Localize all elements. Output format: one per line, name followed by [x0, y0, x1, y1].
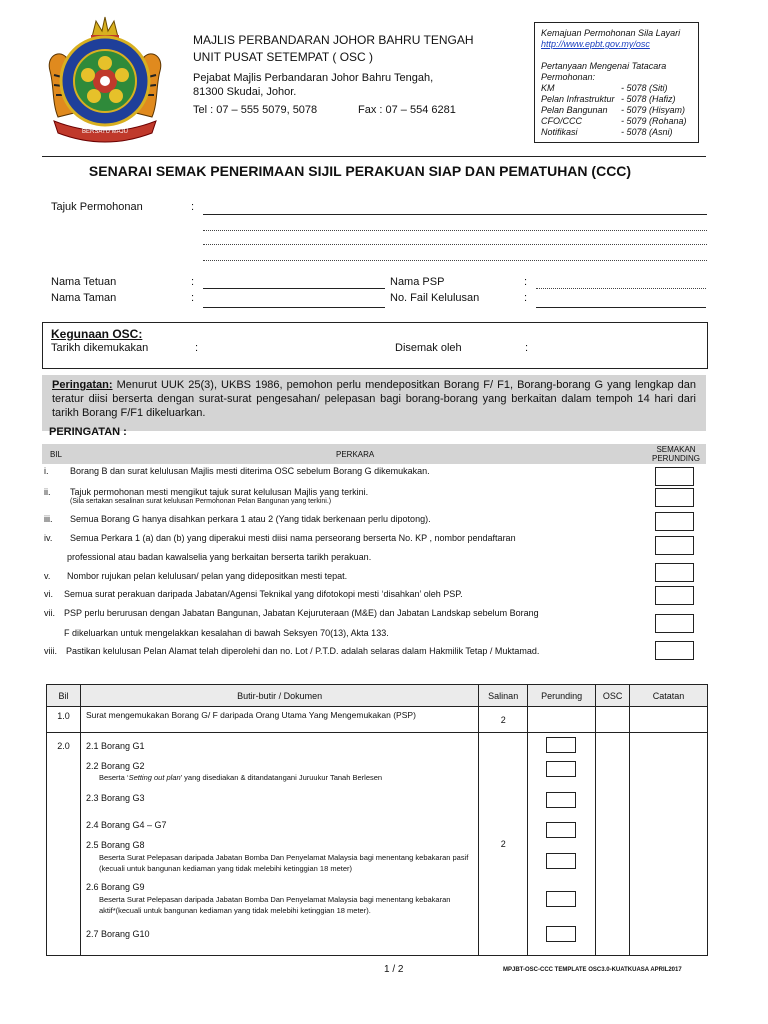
- check-box[interactable]: [546, 761, 576, 777]
- peringatan-heading: PERINGATAN :: [49, 426, 127, 438]
- telephone: Tel : 07 – 555 5079, 5078: [193, 104, 318, 116]
- address-line2: 81300 Skudai, Johor.: [193, 86, 297, 98]
- list-item-text: Tajuk permohonan mesti mengikut tajuk surat kelulusan Majlis yang terkini.: [70, 487, 369, 497]
- list-item-text-cont: professional atau badan kawalselia yang berkaitan berserta tarikh perakuan.: [67, 552, 372, 562]
- list-item: iii.: [44, 514, 53, 524]
- check-box[interactable]: [655, 467, 694, 486]
- list-item-note: (Sila sertakan sesalinan surat kelulusan Permohonan Pelan Bangunan yang terkini.): [70, 498, 332, 505]
- contact-box: [534, 22, 699, 143]
- document-table: [46, 684, 708, 956]
- check-box[interactable]: [655, 512, 694, 531]
- check-box[interactable]: [655, 536, 694, 555]
- check-box[interactable]: [546, 926, 576, 942]
- list-item-text: Pastikan kelulusan Pelan Alamat telah diperolehi dan no. Lot / P.T.D. adalah selaras dalam Hakmilik Tetap / Muktamad.: [66, 646, 540, 656]
- borang-g9: 2.6 Borang G9: [85, 882, 145, 892]
- warning-box: [42, 375, 706, 431]
- borang-g1: 2.1 Borang G1: [85, 741, 145, 751]
- no-fail-input[interactable]: [536, 307, 706, 308]
- borang-g8: 2.5 Borang G8: [85, 840, 145, 850]
- osc-heading: Kegunaan OSC:: [51, 327, 143, 341]
- nama-taman-input[interactable]: [203, 307, 385, 308]
- page-title: SENARAI SEMAK PENERIMAAN SIJIL PERAKUAN SIAP DAN PEMATUHAN (CCC): [88, 163, 632, 179]
- col-perunding: Perunding: [528, 685, 596, 707]
- nama-psp-label: Nama PSP: [390, 276, 445, 288]
- nama-taman-label: Nama Taman: [51, 292, 117, 304]
- borang-g3: 2.3 Borang G3: [85, 793, 145, 803]
- address-line1: Pejabat Majlis Perbandaran Johor Bahru Tengah,: [193, 72, 434, 84]
- contact-row: Notifikasi: [541, 127, 578, 137]
- list-item: vi.: [44, 589, 53, 599]
- contact-line1: Kemajuan Permohonan Sila Layari: [541, 28, 681, 38]
- row-catatan[interactable]: [630, 707, 708, 733]
- colon: :: [195, 342, 199, 354]
- table-row: [47, 707, 708, 733]
- tajuk-input-line2[interactable]: [203, 230, 707, 231]
- check-box[interactable]: [546, 737, 576, 753]
- colon: :: [191, 292, 195, 304]
- col-butir: Butir-butir / Dokumen: [80, 685, 478, 707]
- borang-g9-note: Beserta Surat Pelepasan daripada Jabatan Bomba Dan Penyelamat Malaysia bagi menentang kebakaran aktif*(kecuali untuk bangunan kediaman yang tidak melebihi ketinggian 18 meter).: [98, 895, 451, 915]
- check-box[interactable]: [655, 586, 694, 605]
- contact-row-value: - 5079 (Rohana): [621, 116, 687, 126]
- contact-row: CFO/CCC: [541, 116, 582, 126]
- row-salinan: 2: [479, 707, 528, 733]
- contact-row: KM: [541, 83, 555, 93]
- list-item-text: Nombor rujukan pelan kelulusan/ pelan yang didepositkan mesti tepat.: [67, 571, 348, 581]
- row-perunding: [528, 733, 596, 956]
- borang-g2: 2.2 Borang G2: [85, 761, 145, 771]
- list-header-semakan: SEMAKAN PERUNDING: [651, 445, 700, 463]
- contact-row: Pelan Infrastruktur: [541, 94, 615, 104]
- no-fail-label: No. Fail Kelulusan: [390, 292, 480, 304]
- contact-row-value: - 5078 (Siti): [621, 83, 668, 93]
- tajuk-input-line4[interactable]: [203, 260, 707, 261]
- contact-line4: Permohonan:: [541, 72, 596, 82]
- table-row: [47, 733, 708, 956]
- fax: Fax : 07 – 554 6281: [358, 104, 456, 116]
- contact-row-value: - 5078 (Asni): [621, 127, 673, 137]
- check-box[interactable]: [546, 853, 576, 869]
- borang-g10: 2.7 Borang G10: [85, 929, 150, 939]
- nama-tetuan-label: Nama Tetuan: [51, 276, 117, 288]
- list-item-text: Semua Borang G hanya disahkan perkara 1 atau 2 (Yang tidak berkenaan perlu dipotong).: [70, 514, 431, 524]
- colon: :: [191, 201, 195, 213]
- contact-row-value: - 5078 (Hafiz): [621, 94, 676, 104]
- disemak-label: Disemak oleh: [395, 342, 462, 354]
- check-box[interactable]: [546, 792, 576, 808]
- col-osc: OSC: [596, 685, 630, 707]
- contact-row: Pelan Bangunan: [541, 105, 608, 115]
- osc-use-box: [42, 322, 708, 369]
- check-box[interactable]: [655, 614, 694, 633]
- nama-psp-input[interactable]: [536, 288, 706, 289]
- row-bil: 1.0: [47, 707, 81, 733]
- colon: :: [191, 276, 195, 288]
- col-bil: Bil: [47, 685, 81, 707]
- borang-g4-g7: 2.4 Borang G4 – G7: [85, 820, 167, 830]
- page-number: 1 / 2: [384, 964, 404, 975]
- table-header-row: [47, 685, 708, 707]
- row-perunding[interactable]: [528, 707, 596, 733]
- row-osc[interactable]: [596, 733, 630, 956]
- list-item: ii.: [44, 487, 51, 497]
- colon: :: [524, 276, 528, 288]
- warning-label: Peringatan:: [52, 379, 113, 391]
- tarikh-label: Tarikh dikemukakan: [51, 342, 149, 354]
- list-item-text: Borang B dan surat kelulusan Majlis mesti diterima OSC sebelum Borang G dikemukakan.: [70, 466, 430, 476]
- row-bil: 2.0: [47, 733, 81, 956]
- contact-row-value: - 5079 (Hisyam): [621, 105, 686, 115]
- nama-tetuan-input[interactable]: [203, 288, 385, 289]
- colon: :: [524, 292, 528, 304]
- list-item: v.: [44, 571, 51, 581]
- list-item: iv.: [44, 533, 53, 543]
- list-item-text: PSP perlu berurusan dengan Jabatan Bangunan, Jabatan Kejuruteraan (M&E) dan Jabatan Landskap sebelum Borang: [64, 608, 539, 618]
- list-item: viii.: [44, 646, 57, 656]
- check-box[interactable]: [546, 891, 576, 907]
- contact-line3: Pertanyaan Mengenai Tatacara: [541, 61, 667, 71]
- row-text: [80, 733, 478, 956]
- check-box[interactable]: [655, 563, 694, 582]
- tajuk-label: Tajuk Permohonan: [51, 201, 143, 213]
- col-salinan: Salinan: [479, 685, 528, 707]
- col-catatan: Catatan: [630, 685, 708, 707]
- svg-text:BERSATU MAJU: BERSATU MAJU: [82, 129, 128, 135]
- list-item: vii.: [44, 608, 55, 618]
- check-box[interactable]: [655, 488, 694, 507]
- colon: :: [525, 342, 529, 354]
- check-box[interactable]: [655, 641, 694, 660]
- template-ref: MPJBT-OSC-CCC TEMPLATE OSC3.0-KUATKUASA APRIL2017: [503, 967, 682, 973]
- list-item-text-cont: F dikeluarkan untuk mengelakkan kesalahan di bawah Seksyen 70(13), Akta 133.: [64, 628, 389, 638]
- org-name-line2: UNIT PUSAT SETEMPAT ( OSC ): [193, 50, 374, 64]
- list-item: i.: [44, 466, 49, 476]
- list-item-text: Semua Perkara 1 (a) dan (b) yang diperakui mesti diisi nama perseorang berserta No. KP , nombor pendaftaran: [70, 533, 516, 543]
- borang-g8-note: Beserta Surat Pelepasan daripada Jabatan Bomba Dan Penyelamat Malaysia bagi menentang kebakaran pasif (kecuali untuk bangunan kediaman yang tidak melebihi ketinggian 18 meter): [98, 853, 469, 873]
- row-catatan[interactable]: [630, 733, 708, 956]
- list-header-perkara: PERKARA: [336, 450, 375, 459]
- tajuk-input-line3[interactable]: [203, 244, 707, 245]
- council-logo: [44, 13, 166, 143]
- list-header-bil: BIL: [50, 450, 63, 459]
- list-item-text: Semua surat perakuan daripada Jabatan/Agensi Teknikal yang difotokopi mesti ‘disahkan’ oleh PSP.: [64, 589, 463, 599]
- tajuk-input[interactable]: [203, 214, 707, 215]
- warning-text: Menurut UUK 25(3), UKBS 1986, pemohon perlu mendepositkan Borang F/ F1, Borang-borang G yang lengkap dan teratur diisi berserta dengan surat-surat pengesahan/ pelepasan bagi borang-borang yang berkaitan dalam tempoh 14 hari dari tarikh Borang F/F1 dikeluarkan.: [52, 379, 696, 419]
- row-text: Surat mengemukakan Borang G/ F daripada Orang Utama Yang Mengemukakan (PSP): [80, 707, 478, 733]
- website-link[interactable]: http://www.epbt.gov.my/osc: [541, 39, 650, 49]
- row-osc[interactable]: [596, 707, 630, 733]
- org-name-line1: MAJLIS PERBANDARAN JOHOR BAHRU TENGAH: [193, 33, 474, 47]
- check-box[interactable]: [546, 822, 576, 838]
- borang-g2-note: Beserta ‘Setting out plan’ yang disediakan & ditandatangani Juruukur Tanah Berlesen: [98, 773, 383, 782]
- header-divider: [42, 156, 706, 157]
- row-salinan: 2: [479, 733, 528, 956]
